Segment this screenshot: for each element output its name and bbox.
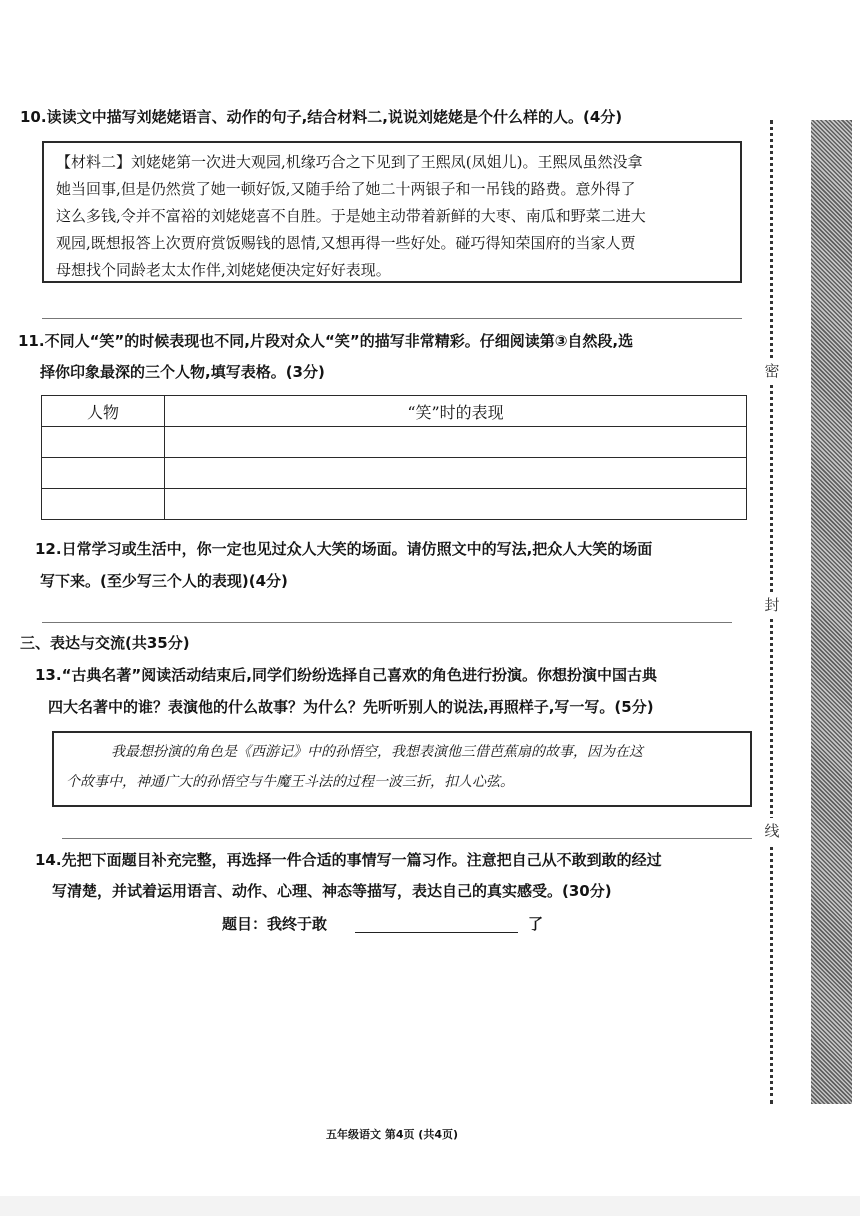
material-2-box — [42, 141, 742, 283]
question-12-line2: 写下来。(至少写三个人的表现)(4分) — [40, 572, 288, 590]
question-14-line1: 14.先把下面题目补充完整，再选择一件合适的事情写一篇习作。注意把自己从不敢到敢的经过 — [35, 851, 662, 869]
essay-topic-prefix: 题目：我终于敢 — [222, 915, 328, 933]
question-10-title: 10.读读文中描写刘姥姥语言、动作的句子,结合材料二,说说刘姥姥是个什么样的人。(4分) — [20, 108, 623, 126]
laugh-cell[interactable] — [165, 427, 747, 458]
sample-line: 我最想扮演的角色是《西游记》中的孙悟空，我想表演他三借芭蕉扇的故事，因为在这 — [111, 744, 643, 760]
material-line: 观园,既想报答上次贾府赏饭赐钱的恩情,又想再得一些好处。碰巧得知荣国府的当家人贾 — [56, 234, 636, 252]
table-row — [42, 489, 747, 520]
seal-mi: 密 — [761, 358, 783, 384]
material-line: 【材料二】刘姥姥第一次进大观园,机缘巧合之下见到了王熙凤(凤姐儿)。王熙凤虽然没拿 — [56, 153, 643, 171]
sample-answer-box — [52, 731, 752, 807]
question-12-line1: 12.日常学习或生活中，你一定也见过众人大笑的场面。请仿照文中的写法,把众人大笑的场面 — [35, 540, 653, 558]
material-line: 她当回事,但是仍然赏了她一顿好饭,又随手给了她二十两银子和一吊钱的路费。意外得了 — [56, 180, 636, 198]
table-header-row — [42, 396, 747, 427]
laugh-table — [41, 395, 747, 520]
header-person: 人物 — [42, 396, 165, 427]
laugh-cell[interactable] — [165, 489, 747, 520]
question-13-line1: 13.“古典名著”阅读活动结束后,同学们纷纷选择自己喜欢的角色进行扮演。你想扮演中国古典 — [35, 666, 657, 684]
essay-topic-suffix: 了 — [528, 915, 544, 933]
answer-line[interactable] — [62, 838, 752, 839]
question-13-line2: 四大名著中的谁？表演他的什么故事？为什么？先听听别人的说法,再照样子,写一写。(5分) — [48, 698, 654, 716]
answer-line[interactable] — [42, 622, 732, 623]
material-line: 母想找个同龄老太太作伴,刘姥姥便决定好好表现。 — [56, 261, 391, 279]
question-11-line2: 择你印象最深的三个人物,填写表格。(3分) — [40, 363, 325, 381]
laugh-cell[interactable] — [165, 458, 747, 489]
question-11-line1: 11.不同人“笑”的时候表现也不同,片段对众人“笑”的描写非常精彩。仔细阅读第③自然段,选 — [18, 332, 634, 350]
page-bottom-band — [0, 1196, 860, 1216]
topic-blank[interactable] — [355, 932, 518, 933]
page-footer: 五年级语文 第4页 (共4页) — [326, 1128, 459, 1141]
person-cell[interactable] — [42, 458, 165, 489]
table-row — [42, 427, 747, 458]
seal-xian: 线 — [761, 818, 783, 844]
question-14-line2: 写清楚，并试着运用语言、动作、心理、神态等描写，表达自己的真实感受。(30分) — [52, 882, 612, 900]
material-line: 这么多钱,令并不富裕的刘姥姥喜不自胜。于是她主动带着新鲜的大枣、南瓜和野菜二进大 — [56, 207, 646, 225]
person-cell[interactable] — [42, 427, 165, 458]
answer-line[interactable] — [42, 318, 742, 319]
section-3-heading: 三、表达与交流(共35分) — [20, 634, 190, 652]
person-cell[interactable] — [42, 489, 165, 520]
binding-margin-pattern — [811, 120, 852, 1104]
header-laugh: “笑”时的表现 — [165, 396, 747, 427]
sample-line: 个故事中，神通广大的孙悟空与牛魔王斗法的过程一波三折，扣人心弦。 — [66, 774, 514, 790]
seal-feng: 封 — [761, 592, 783, 618]
table-row — [42, 458, 747, 489]
